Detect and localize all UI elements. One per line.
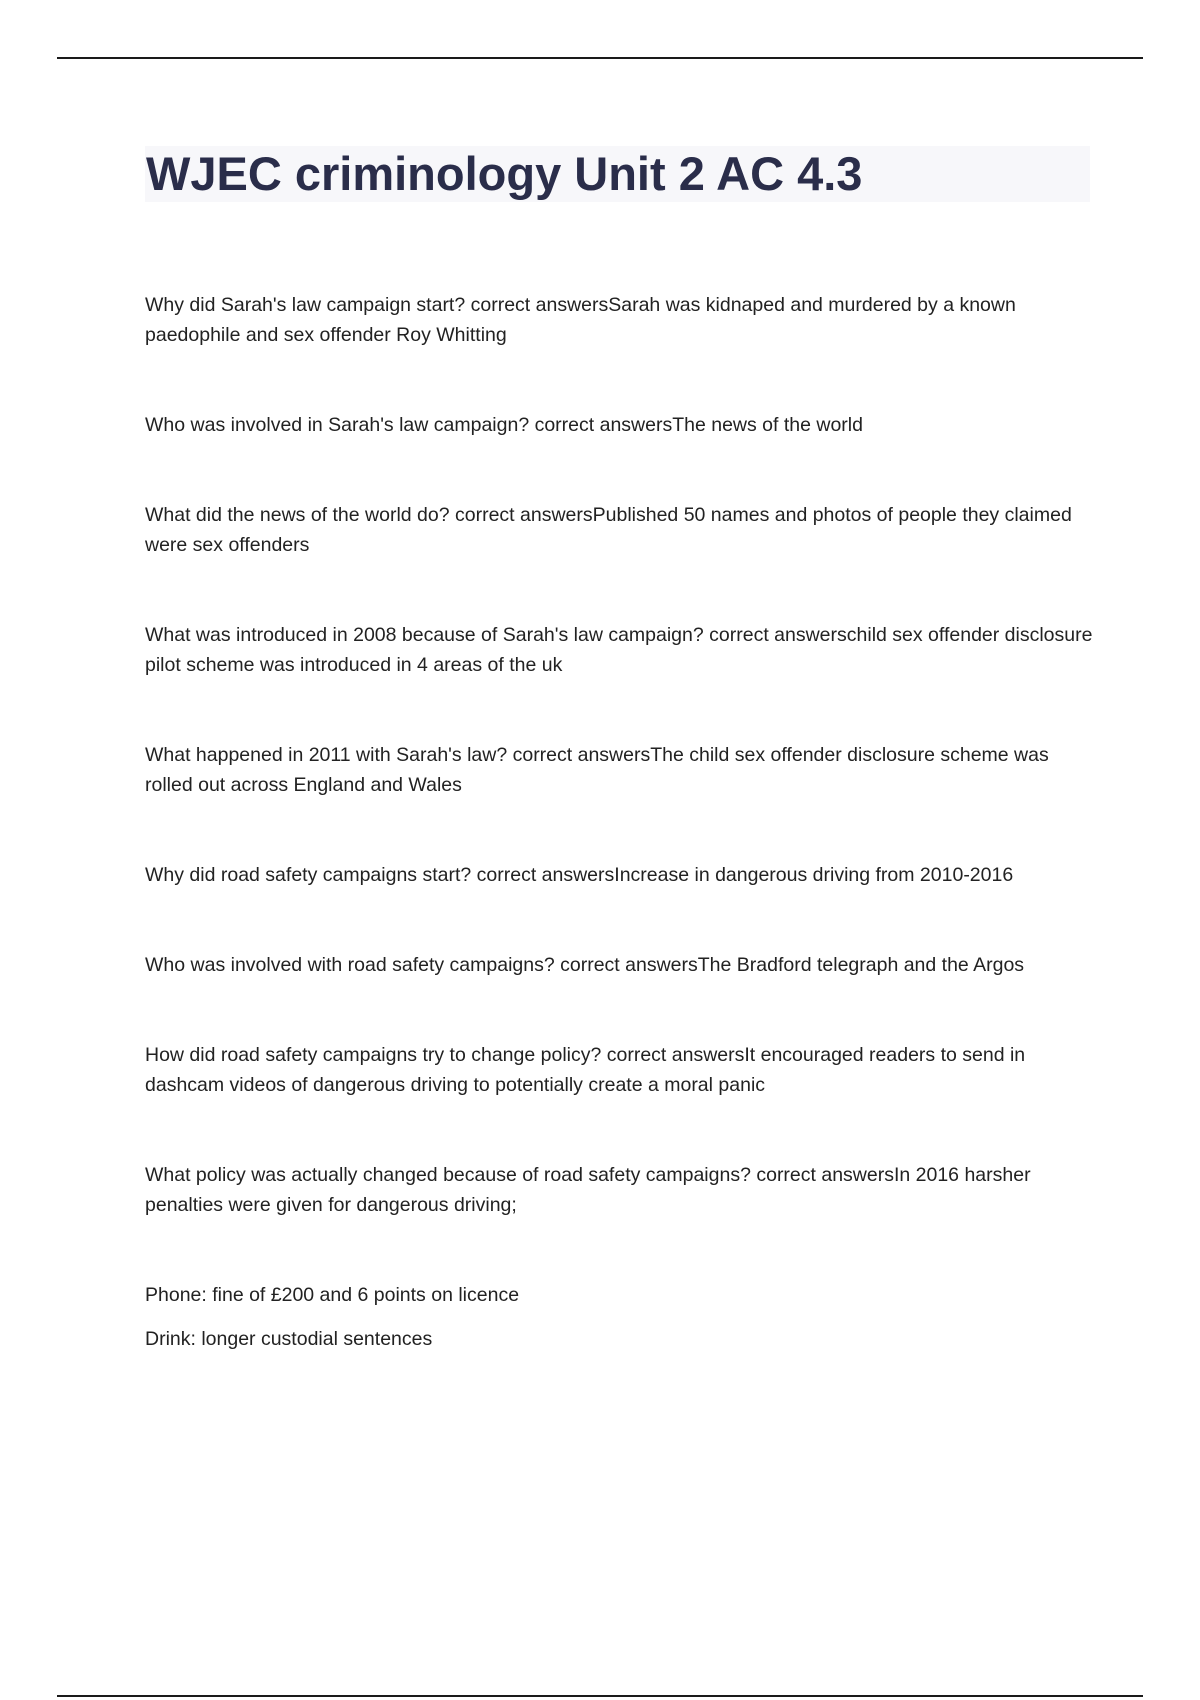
document-body (145, 290, 1100, 1368)
qa-item-8: How did road safety campaigns try to change policy? correct answersIt encouraged readers to send in dashcam videos of dangerous driving to potentially create a moral panic (145, 1044, 1026, 1096)
qa-item-6: Why did road safety campaigns start? correct answersIncrease in dangerous driving from 2010-2016 (145, 864, 1014, 886)
qa-item-4: What was introduced in 2008 because of Sarah's law campaign? correct answerschild sex offender disclosure pilot scheme was introduced in 4 areas of the uk (145, 624, 1093, 676)
qa-item-7: Who was involved with road safety campaigns? correct answersThe Bradford telegraph and the Argos (145, 954, 1025, 976)
extra-line-phone: Phone: fine of £200 and 6 points on licence (145, 1284, 520, 1306)
qa-item-5: What happened in 2011 with Sarah's law? correct answersThe child sex offender disclosure scheme was rolled out across England and Wales (145, 744, 1049, 796)
bottom-rule (57, 1695, 1143, 1697)
qa-item-1: Why did Sarah's law campaign start? correct answersSarah was kidnaped and murdered by a known paedophile and sex offender Roy Whitting (145, 294, 1016, 346)
qa-item-9: What policy was actually changed because of road safety campaigns? correct answersIn 2016 harsher penalties were given for dangerous driving; (145, 1164, 1031, 1216)
document-title: WJEC criminology Unit 2 AC 4.3 (146, 147, 863, 200)
extra-line-drink: Drink: longer custodial sentences (145, 1328, 433, 1350)
top-rule (57, 57, 1143, 59)
qa-item-2: Who was involved in Sarah's law campaign? correct answersThe news of the world (145, 414, 863, 436)
qa-item-3: What did the news of the world do? correct answersPublished 50 names and photos of people they claimed were sex offenders (145, 504, 1072, 556)
